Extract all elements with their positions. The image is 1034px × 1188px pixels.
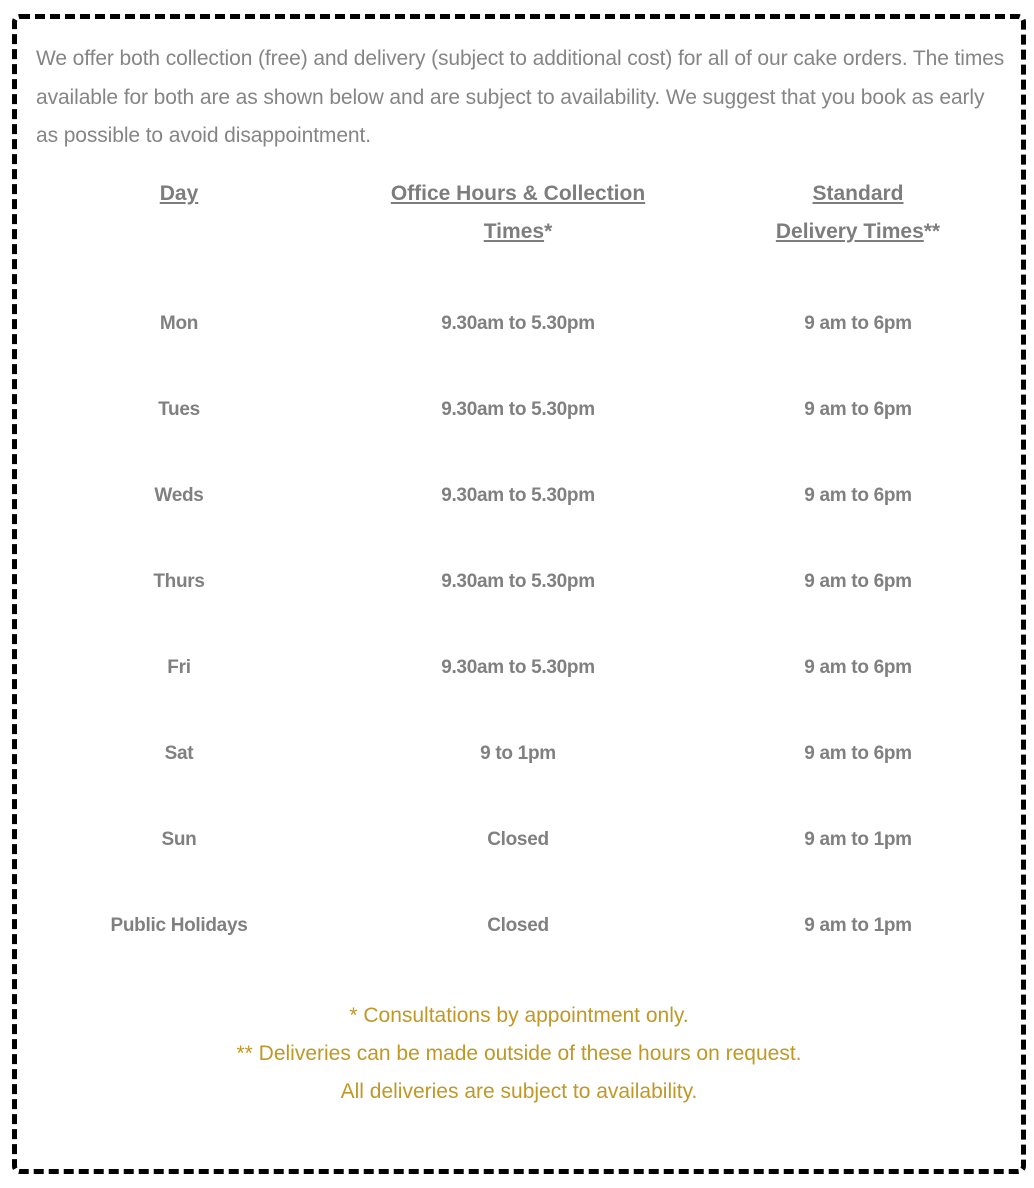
header-day: [12, 175, 346, 281]
cell-office-hours: Closed: [487, 915, 549, 936]
cell-day: Public Holidays: [110, 915, 248, 936]
header-delivery-line2: Delivery Times: [775, 220, 924, 243]
cell-delivery-times: 9 am to 6pm: [804, 657, 912, 678]
table-row: [12, 625, 1026, 711]
header-delivery-times: [690, 175, 1026, 281]
table-row: [12, 281, 1026, 367]
table-row: [12, 883, 1026, 969]
cell-day: Fri: [167, 657, 191, 678]
table-row: [12, 797, 1026, 883]
header-office-line2: Times: [483, 220, 545, 243]
cell-day: Tues: [158, 399, 200, 420]
header-delivery-line1: Standard: [812, 182, 904, 205]
cell-day: Mon: [159, 313, 199, 334]
table-row: [12, 453, 1026, 539]
cell-delivery-times: 9 am to 6pm: [804, 571, 912, 592]
header-day-label: Day: [159, 182, 199, 205]
cell-delivery-times: 9 am to 1pm: [804, 829, 912, 850]
cell-delivery-times: 9 am to 6pm: [804, 399, 912, 420]
cell-delivery-times: 9 am to 6pm: [804, 743, 912, 764]
cell-office-hours: 9 to 1pm: [480, 743, 556, 764]
table-row: [12, 539, 1026, 625]
footnotes: [12, 997, 1026, 1111]
cell-office-hours: 9.30am to 5.30pm: [441, 399, 595, 420]
cell-office-hours: Closed: [487, 829, 549, 850]
footnote-consultations: * Consultations by appointment only.: [349, 1004, 689, 1027]
cell-day: Weds: [154, 485, 204, 506]
cell-office-hours: 9.30am to 5.30pm: [441, 485, 595, 506]
hours-table: [12, 175, 1026, 969]
header-office-hours: [346, 175, 690, 281]
table-row: [12, 367, 1026, 453]
cell-delivery-times: 9 am to 1pm: [804, 915, 912, 936]
table-row: [12, 711, 1026, 797]
header-office-mark: *: [544, 220, 553, 243]
footnote-deliveries-outside-hours: ** Deliveries can be made outside of these hours on request.: [236, 1042, 802, 1065]
footnote-availability: All deliveries are subject to availability.: [340, 1080, 698, 1103]
cell-day: Thurs: [153, 571, 205, 592]
cell-day: Sun: [161, 829, 197, 850]
cell-delivery-times: 9 am to 6pm: [804, 313, 912, 334]
cell-delivery-times: 9 am to 6pm: [804, 485, 912, 506]
cell-office-hours: 9.30am to 5.30pm: [441, 571, 595, 592]
intro-paragraph: We offer both collection (free) and delivery (subject to additional cost) for all of our cake orders. The times available for both are as shown below and are subject to availability. We suggest that you book as early as possible to avoid disappointment.: [36, 47, 1005, 147]
cell-office-hours: 9.30am to 5.30pm: [441, 313, 595, 334]
header-delivery-mark: **: [923, 220, 941, 243]
cell-day: Sat: [164, 743, 194, 764]
header-office-line1: Office Hours & Collection: [390, 182, 646, 205]
table-header-row: [12, 175, 1026, 281]
cell-office-hours: 9.30am to 5.30pm: [441, 657, 595, 678]
